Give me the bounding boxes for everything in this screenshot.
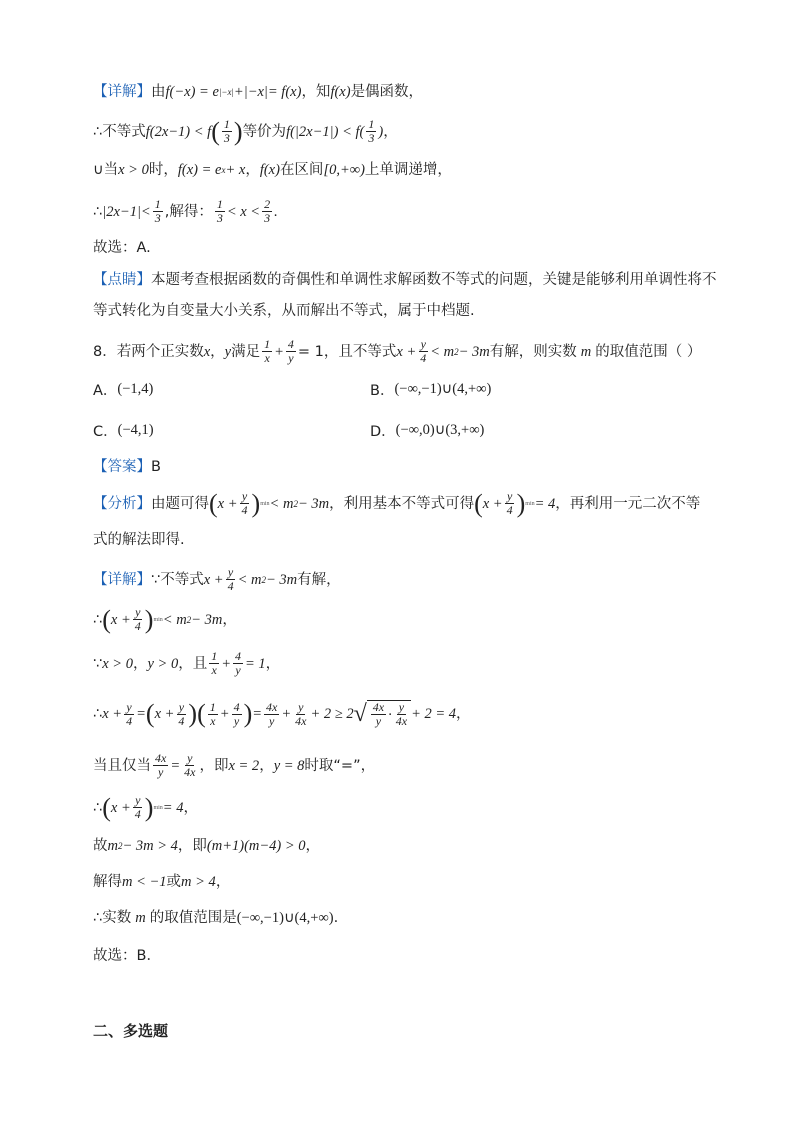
solution-line-3: ∵ x > 0 ， y > 0 ，且 $\frac{1}{x}$ + $\frac{4}{y}$ = 1 ，	[93, 649, 281, 677]
prev-detail-line-1: 【详解】 由 f(−x) = e |−x| +|−x|= f(x) ，知 f(x) 是偶函数，	[93, 84, 424, 100]
solution-line-7: 故 m 2 − 3m > 4 ，即 (m+1)(m−4) > 0 ，	[93, 838, 321, 854]
fraction: $\frac{y}{4}$	[227, 565, 234, 593]
fraction: $\frac{1}{3}$	[154, 197, 161, 225]
solution-tag: 【详解】	[93, 571, 151, 588]
option-a[interactable]: A． (−1,4)	[93, 381, 154, 399]
analysis-tag: 【分析】	[93, 495, 151, 512]
fraction: $\frac{1}{3}$	[223, 117, 230, 145]
fraction: $\frac{y}{4}$	[134, 793, 141, 821]
solution-line-4: ∴ x + $\frac{y}{4}$ = ( x + $\frac{y}{4}$ ) ( $\frac{1}{x}$ + $\frac{4}{y}$ ) = $\frac{4x}{y}$ + $\frac{y}{4x}$ + 2 ≥ 2 √ $\frac{4x}{y}$ · $\frac{y}{4x}$ + 2 = 4 ，	[93, 699, 471, 728]
square-root: √ $\frac{4x}{y}$ · $\frac{y}{4x}$	[354, 700, 411, 728]
answer-tag: 【答案】	[93, 459, 151, 475]
fraction: $\frac{y}{4}$	[178, 699, 185, 728]
fraction: $\frac{4x}{y}$	[155, 751, 167, 779]
fraction: $\frac{1}{x}$	[264, 337, 271, 365]
prev-note-line-1: 【点睛】 本题考查根据函数的奇偶性和单调性求解函数不等式的问题，关键是能够利用单调性将不	[93, 272, 717, 288]
solution-line-10: 故选：B．	[93, 948, 161, 964]
prev-note-line-2: 等式转化为自变量大小关系，从而解出不等式，属于中档题.	[93, 303, 475, 319]
fraction: $\frac{1}{x}$	[211, 649, 218, 677]
fraction: $\frac{4}{y}$	[235, 649, 241, 677]
fraction: $\frac{y}{4x}$	[184, 751, 196, 779]
detail-tag: 【详解】	[93, 84, 151, 100]
fraction: $\frac{1}{3}$	[216, 197, 223, 225]
prev-detail-line-4: ∴ |2x−1|< $\frac{1}{3}$ ,解得： $\frac{1}{3}$ < x < $\frac{2}{3}$ .	[93, 197, 278, 225]
fraction: $\frac{y}{4}$	[126, 699, 133, 728]
fraction: $\frac{1}{3}$	[368, 117, 375, 145]
solution-line-5: 当且仅当 $\frac{4x}{y}$ = $\frac{y}{4x}$ ，即 x = 2 ， y = 8 时取“=”，	[93, 751, 376, 779]
analysis-line-2: 式的解法即得.	[93, 532, 185, 548]
solution-line-8: 解得 m < −1 或 m > 4 ，	[93, 874, 231, 890]
solution-line-2: ∴ ( x + $\frac{y}{4}$ ) min < m 2 − 3m ，	[93, 604, 237, 634]
analysis-line-1: 【分析】 由题可得 ( x + $\frac{y}{4}$ ) min < m 2 − 3m ，利用基本不等式可得 ( x + $\frac{y}{4}$ ) min = 4 ，再利用一元二次不等	[93, 488, 701, 518]
fraction: $\frac{4}{y}$	[233, 699, 240, 728]
note-tag: 【点睛】	[93, 272, 151, 288]
fraction: $\frac{4x}{y}$	[266, 699, 278, 728]
solution-line-6: ∴ ( x + $\frac{y}{4}$ ) min = 4 ，	[93, 792, 198, 822]
option-b[interactable]: B． (−∞,−1)∪(4,+∞)	[370, 381, 492, 399]
fraction: $\frac{y}{4}$	[134, 605, 141, 633]
prev-detail-line-5: 故选：A.	[93, 240, 151, 256]
solution-line-9: ∴实数 m 的取值范围是 (−∞,−1)∪(4,+∞) .	[93, 910, 339, 926]
fraction: $\frac{y}{4}$	[420, 337, 427, 365]
fraction: $\frac{y}{4}$	[241, 489, 248, 517]
fraction: $\frac{y}{4}$	[506, 489, 513, 517]
option-c[interactable]: C． (−4,1)	[93, 422, 154, 440]
answer-value: B	[151, 459, 161, 475]
prev-detail-line-2: ∴不等式 f(2x−1) < f ( $\frac{1}{3}$ ) 等价为 f(|2x−1|) < f( $\frac{1}{3}$ ) ，	[93, 116, 398, 146]
fraction: $\frac{4}{y}$	[287, 337, 294, 365]
question-8-stem: 8．若两个正实数 x ， y 满足 $\frac{1}{x}$ + $\frac{4}{y}$ = 1，且不等式 x + $\frac{y}{4}$ < m 2 − 3m 有解，则实数 m 的取值范围（ ）	[93, 337, 702, 365]
solution-line-1: 【详解】 ∵不等式 x + $\frac{y}{4}$ < m 2 − 3m 有解，	[93, 565, 341, 593]
fraction: $\frac{1}{x}$	[209, 699, 216, 728]
prev-detail-line-3: ∪当 x > 0 时， f(x) = e x + x ， f(x) 在区间 [0,+∞) 上单调递增，	[93, 162, 452, 178]
fraction: $\frac{y}{4x}$	[295, 699, 307, 728]
answer-line	[93, 457, 734, 477]
option-d[interactable]: D． (−∞,0)∪(3,+∞)	[370, 422, 485, 440]
section-title: 二、多选题	[93, 1022, 169, 1040]
fraction: $\frac{2}{3}$	[264, 197, 271, 225]
